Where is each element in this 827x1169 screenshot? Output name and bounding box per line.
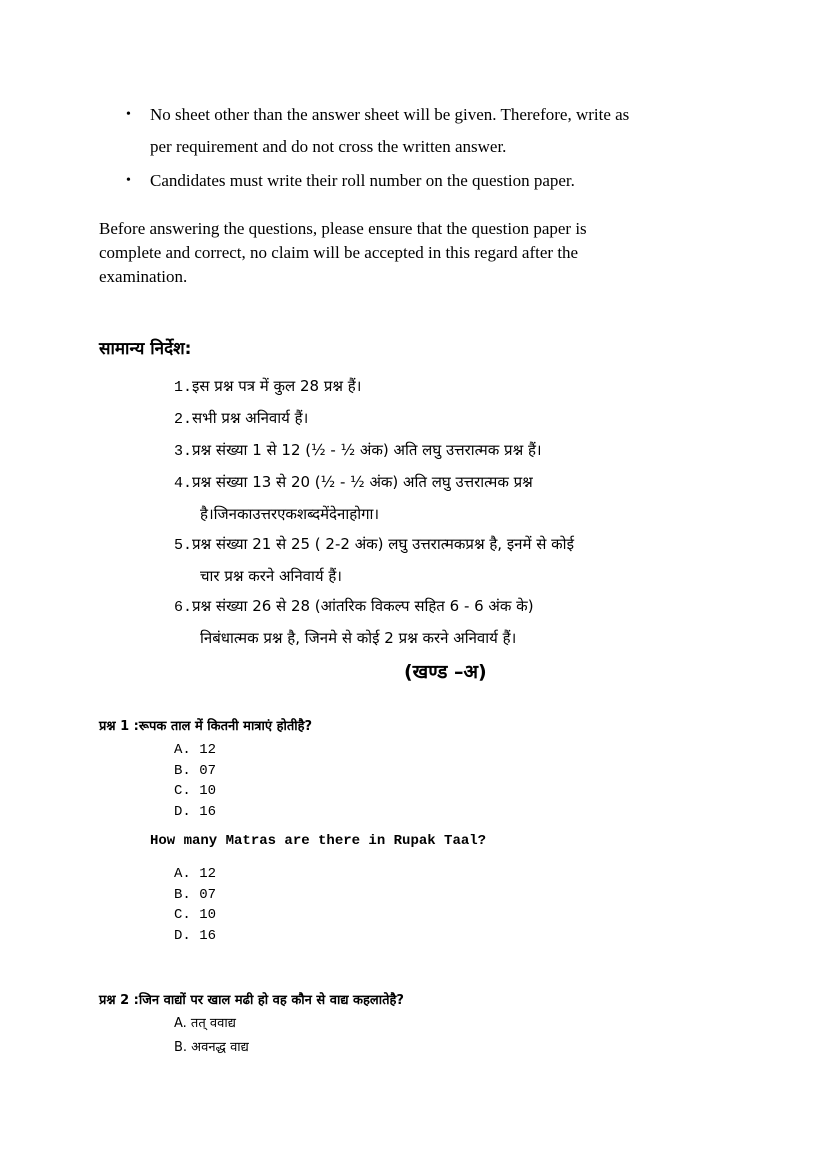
bullet-item-1 <box>126 99 730 163</box>
question-1-hindi: प्रश्न 1 :रूपक ताल में कितनी मात्राएं होतीहै? <box>99 719 313 734</box>
instruction-text: प्रश्न संख्या 13 से 20 (½ - ½ अंक) अति लघु उत्तरात्मक प्रश्न <box>192 473 533 491</box>
option-c: C. 10 <box>174 907 217 923</box>
question-1-options-hindi <box>174 740 216 822</box>
option-a: A. 12 <box>174 866 217 882</box>
instruction-item-1 <box>174 371 574 403</box>
bullet-text-line: No sheet other than the answer sheet will be given. Therefore, write as <box>150 105 630 124</box>
instruction-continuation: है।जिनकाउत्तरएकशब्दमेंदेनाहोगा। <box>200 505 380 523</box>
instruction-text: इस प्रश्न पत्र में कुल 28 प्रश्न हैं। <box>192 377 362 395</box>
note-line: Before answering the questions, please ensure that the question paper is <box>99 219 587 238</box>
instruction-item-5 <box>174 529 574 591</box>
option-b: B. 07 <box>174 886 217 903</box>
note-line: complete and correct, no claim will be accepted in this regard after the <box>99 243 579 262</box>
instruction-number: 4. <box>174 475 193 492</box>
instruction-number: 1. <box>174 379 193 396</box>
instruction-text: प्रश्न संख्या 26 से 28 (आंतरिक विकल्प सहित 6 - 6 अंक के) <box>192 597 534 615</box>
bullet-item-2 <box>126 165 730 197</box>
instruction-continuation: चार प्रश्न करने अनिवार्य हैं। <box>200 567 342 585</box>
instruction-list <box>174 371 574 653</box>
option-a: A. 12 <box>174 742 217 758</box>
question-2-options-hindi <box>174 1012 249 1060</box>
instruction-text: प्रश्न संख्या 21 से 25 ( 2-2 अंक) लघु उत्तरात्मकप्रश्न है, इनमें से कोई <box>192 535 574 553</box>
instruction-text: सभी प्रश्न अनिवार्य हैं। <box>192 409 309 427</box>
option-d: D. 16 <box>174 927 217 944</box>
question-1-options-english <box>174 864 216 946</box>
note-line: examination. <box>99 267 188 286</box>
bullet-dot: • <box>126 173 131 188</box>
bullet-text-line: Candidates must write their roll number on the question paper. <box>150 171 575 190</box>
bullet-text-line: per requirement and do not cross the written answer. <box>150 137 507 156</box>
general-instructions-heading: सामान्य निर्देश: <box>99 339 192 359</box>
instruction-item-3 <box>174 435 574 467</box>
section-title: (खण्ड –अ) <box>404 661 487 683</box>
instruction-item-6 <box>174 591 574 653</box>
option-b: B. अवनद्ध वाद्य <box>174 1040 249 1055</box>
instruction-continuation: निबंधात्मक प्रश्न है, जिनमे से कोई 2 प्रश्न करने अनिवार्य हैं। <box>200 629 517 647</box>
option-b: B. 07 <box>174 762 217 779</box>
instruction-number: 2. <box>174 411 193 428</box>
option-d: D. 16 <box>174 803 217 820</box>
question-2-hindi: प्रश्न 2 :जिन वाद्यों पर खाल मढी हो वह कौन से वाद्य कहलातेहै? <box>99 993 404 1008</box>
instruction-text: प्रश्न संख्या 1 से 12 (½ - ½ अंक) अति लघु उत्तरात्मक प्रश्न हैं। <box>192 441 542 459</box>
bullet-dot: • <box>126 107 131 122</box>
option-a: A. तत् ववाद्य <box>174 1016 236 1031</box>
instruction-number: 6. <box>174 599 193 616</box>
option-c: C. 10 <box>174 783 217 799</box>
pre-answer-note <box>99 217 739 289</box>
instruction-number: 5. <box>174 537 193 554</box>
instruction-number: 3. <box>174 443 193 460</box>
instruction-item-4 <box>174 467 574 529</box>
instruction-item-2 <box>174 403 574 435</box>
question-1-english: How many Matras are there in Rupak Taal? <box>150 833 487 849</box>
